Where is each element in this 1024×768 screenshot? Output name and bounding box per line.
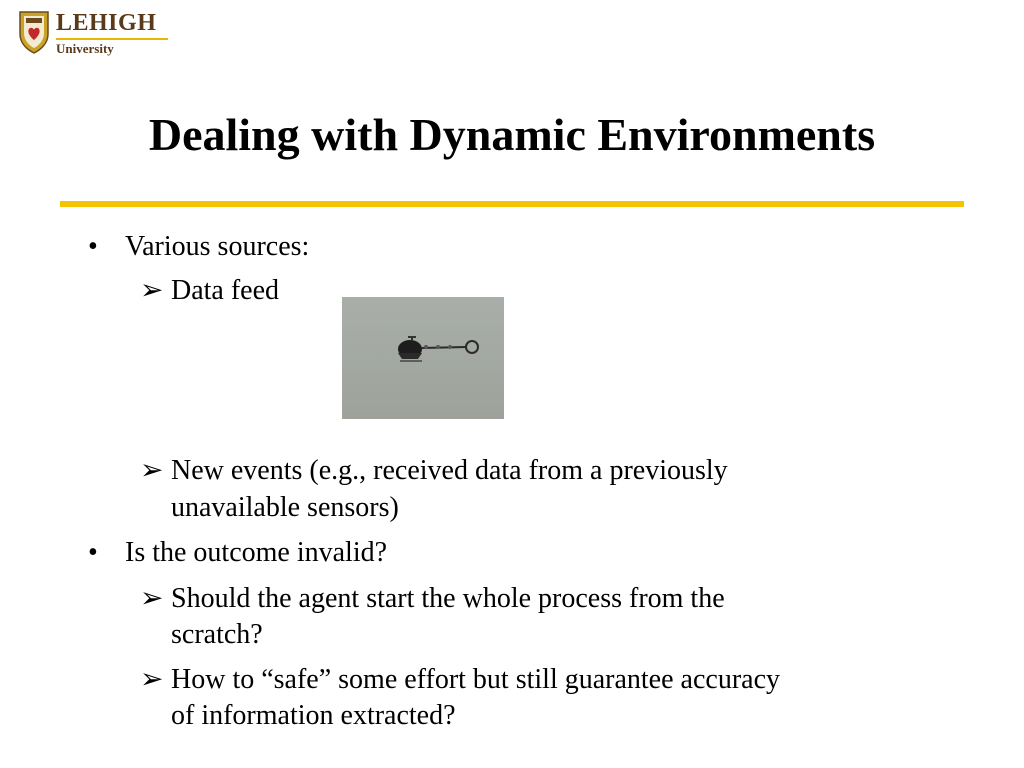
sub-bullet-restart-line-1: Should the agent start the whole process from the xyxy=(171,583,725,614)
sub-bullet-new-events-line-1: New events (e.g., received data from a previously xyxy=(171,455,728,486)
helicopter-photo xyxy=(342,297,504,419)
sub-bullet-effort-line-2: of information extracted? xyxy=(171,700,456,731)
bullet-text-1: Various sources: xyxy=(125,231,310,262)
sub-bullet-restart-line-2: scratch? xyxy=(171,619,263,650)
arrow-glyph: ➢ xyxy=(140,664,164,695)
bullet-glyph: • xyxy=(88,537,98,568)
slide-title: Dealing with Dynamic Environments xyxy=(148,109,876,160)
bullet-glyph: • xyxy=(88,231,98,262)
arrow-glyph: ➢ xyxy=(140,583,164,614)
sub-bullet-effort-line-1: How to “safe” some effort but still guarantee accuracy xyxy=(171,664,780,695)
logo-sub: University xyxy=(56,41,114,56)
bullet-text-2: Is the outcome invalid? xyxy=(125,537,388,568)
arrow-glyph: ➢ xyxy=(140,455,164,486)
helicopter-icon xyxy=(342,297,504,419)
logo-name: LEHIGH xyxy=(56,10,157,36)
sub-bullet-data-feed: Data feed xyxy=(171,275,280,306)
sub-bullet-new-events-line-2: unavailable sensors) xyxy=(171,492,399,523)
arrow-glyph: ➢ xyxy=(140,275,164,306)
